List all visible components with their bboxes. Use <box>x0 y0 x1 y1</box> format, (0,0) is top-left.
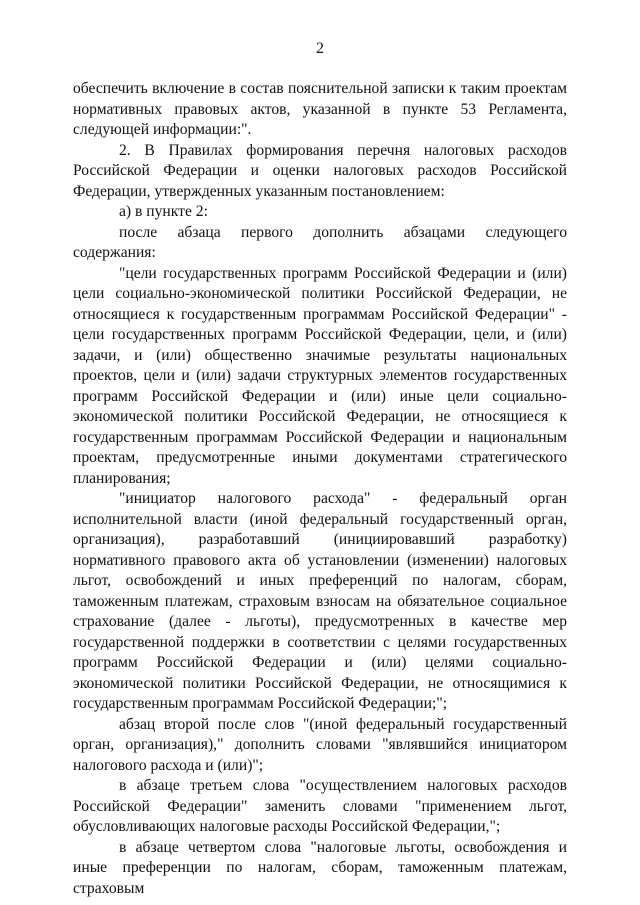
paragraph-amend-third: в абзаце третьем слова "осуществлением налоговых расходов Российской Федерации" заменить словами "применением льгот, обусловливающих налоговые расходы Российской Федерации,"; <box>73 777 567 835</box>
paragraph-amend-second: абзац второй после слов "(иной федеральный государственный орган, организация)," дополнить словами "являвшийся инициатором налогового расхода и (или)"; <box>73 715 567 774</box>
paragraph-definition-goals: "цели государственных программ Российской Федерации и (или) цели социально-экономической политики Российской Федерации, не относящиеся к государственным программам Российской Федерации" - цели государственных программ Российской Федерации, цели, и (или) задачи, и (или) общественно значимые результаты национальных проектов, цели и (или) задачи структурных элементов государственных программ Российской Федерации и (или) иные цели социально-экономической политики Российской Федерации, не относящиеся к государственным программам Российской Федерации и национальным проектам, предусмотренные иными документами стратегического планирования; <box>73 264 567 487</box>
paragraph-item-2: 2. В Правилах формирования перечня налоговых расходов Российской Федерации и оценки налоговых расходов Российской Федерации, утвержденных указанным постановлением: <box>73 141 567 200</box>
paragraph-continuation: обеспечить включение в состав пояснительной записки к таким проектам нормативных правовых актов, указанной в пункте 53 Регламента, следующей информации:". <box>73 80 567 138</box>
paragraph-amend-fourth: в абзаце четвертом слова "налоговые льготы, освобождения и иные преференции по налогам, сборам, таможенным платежам, страховым <box>73 838 567 897</box>
paragraph-instruction: после абзаца первого дополнить абзацами следующего содержания: <box>73 223 567 261</box>
paragraph-subitem-a: а) в пункте 2: <box>119 203 208 220</box>
paragraph-definition-initiator: "инициатор налогового расхода" - федеральный орган исполнительной власти (иной федеральный государственный орган, организация), разработавший (инициировавший разработку) нормативного правового акта об установлении (изменении) налоговых льгот, освобождений и иных преференций по налогам, сборам, таможенным платежам, страховым взносам на обязательное социальное страхование (далее - льготы), предусмотренных в качестве мер государственной поддержки в соответствии с целями государственных программ Российской Федерации и (или) целями социально-экономической политики Российской Федерации, не относящимися к государственным программам Российской Федерации;"; <box>73 490 567 712</box>
document-body <box>73 79 567 899</box>
page-number: 2 <box>316 40 324 57</box>
